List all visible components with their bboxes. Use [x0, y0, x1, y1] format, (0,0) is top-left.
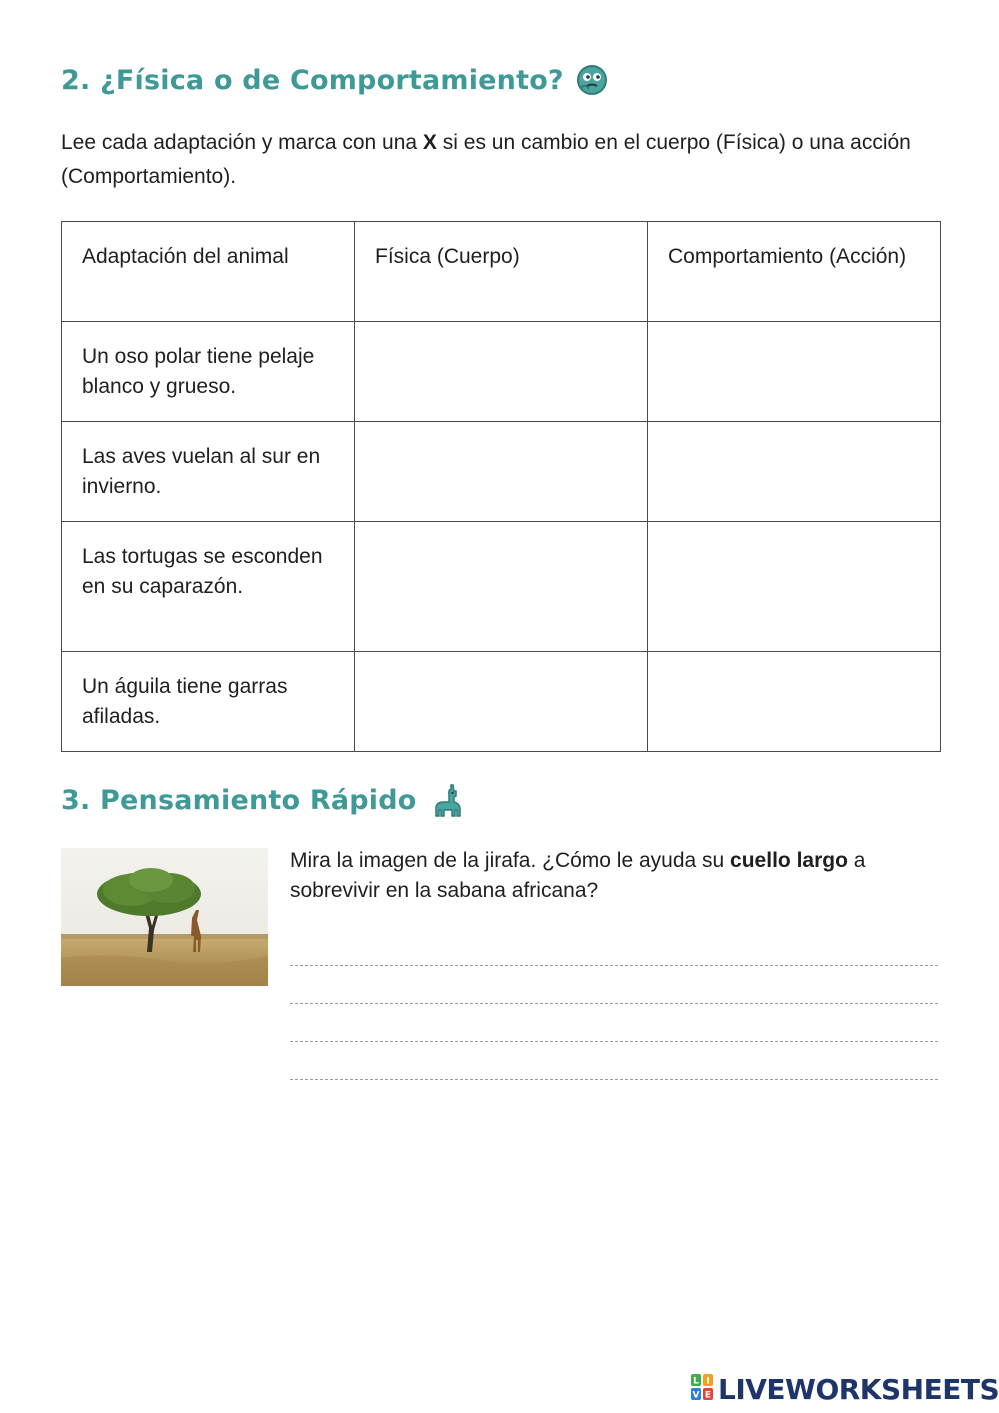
- header-comportamiento: Comportamiento (Acción): [648, 222, 941, 322]
- fisica-answer-cell[interactable]: [355, 422, 648, 522]
- question-text-after: a sobrevivir en la sabana africana?: [290, 849, 866, 902]
- table-header-row: [62, 222, 941, 322]
- fisica-answer-cell[interactable]: [355, 522, 648, 652]
- comportamiento-answer-cell[interactable]: [648, 522, 941, 652]
- comportamiento-answer-cell[interactable]: [648, 422, 941, 522]
- header-adaptation: Adaptación del animal: [62, 222, 355, 322]
- answer-line-2[interactable]: [290, 1003, 938, 1004]
- table-row: [62, 522, 941, 652]
- question-bold: cuello largo: [730, 849, 848, 872]
- svg-text:I: I: [706, 1376, 710, 1387]
- svg-text:E: E: [704, 1390, 712, 1401]
- llama-icon: [429, 782, 465, 818]
- row-adaptation-cell: Un oso polar tiene pelaje blanco y grueso.: [62, 322, 355, 422]
- svg-text:V: V: [692, 1390, 700, 1401]
- liveworksheets-logo-text: LIVEWORKSHEETS: [718, 1373, 999, 1406]
- adaptation-table: [61, 221, 941, 752]
- question-text-before: Mira la imagen de la jirafa. ¿Cómo le ayuda su: [290, 849, 731, 872]
- header-fisica: Física (Cuerpo): [355, 222, 648, 322]
- fisica-answer-cell[interactable]: [355, 652, 648, 752]
- intro-mark: X: [422, 131, 437, 154]
- comportamiento-answer-cell[interactable]: [648, 652, 941, 752]
- answer-line-1[interactable]: [290, 965, 938, 966]
- fisica-answer-cell[interactable]: [355, 322, 648, 422]
- intro-text-before: Lee cada adaptación y marca con una: [61, 131, 423, 154]
- row-adaptation-cell: Un águila tiene garras afiladas.: [62, 652, 355, 752]
- table-row: [62, 422, 941, 522]
- thinking-face-icon: [576, 64, 608, 96]
- section-2-title: [61, 64, 608, 96]
- liveworksheets-logo-icon: [690, 1372, 714, 1407]
- table-row: [62, 322, 941, 422]
- answer-line-4[interactable]: [290, 1079, 938, 1080]
- section-3-title: [61, 782, 465, 818]
- comportamiento-answer-cell[interactable]: [648, 322, 941, 422]
- table-row: [62, 652, 941, 752]
- section-2-title-text: 2. ¿Física o de Comportamiento?: [61, 64, 564, 96]
- section-3-question: [290, 846, 940, 906]
- svg-text:L: L: [693, 1376, 699, 1387]
- section-2-instructions: [61, 126, 941, 194]
- row-adaptation-cell: Las aves vuelan al sur en invierno.: [62, 422, 355, 522]
- row-adaptation-cell: Las tortugas se esconden en su caparazón.: [62, 522, 355, 652]
- answer-line-3[interactable]: [290, 1041, 938, 1042]
- liveworksheets-logo: [690, 1372, 999, 1407]
- section-3-title-text: 3. Pensamiento Rápido: [61, 784, 417, 816]
- intro-text-after: si es un cambio en el cuerpo (Física) o una acción (Comportamiento).: [61, 131, 911, 188]
- giraffe-savanna-image: [61, 848, 268, 986]
